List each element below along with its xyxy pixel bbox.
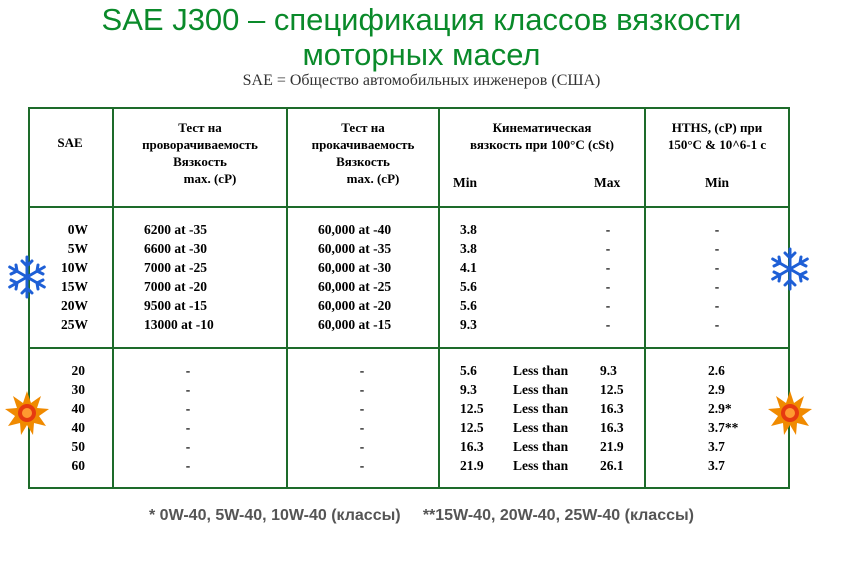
table-cell: 26.1 bbox=[600, 458, 624, 473]
header-pump: Тест на прокачиваемость Вязкость max. (cP) bbox=[311, 120, 415, 186]
header-crank: Тест на проворачиваемость Вязкость max. (cP) bbox=[142, 120, 258, 186]
table-cell: - bbox=[714, 279, 720, 294]
table-cell: 15W bbox=[61, 279, 88, 294]
page-title-line-2: моторных масел bbox=[302, 37, 541, 72]
kin-min-col-summer bbox=[460, 361, 484, 475]
table-cell: 0W bbox=[67, 222, 88, 237]
table-cell: 5W bbox=[67, 241, 88, 256]
table-cell: - bbox=[714, 241, 720, 256]
table-cell: 2.9 bbox=[708, 382, 725, 397]
table-cell: Less than bbox=[513, 363, 569, 378]
kin-max-col-winter bbox=[598, 220, 618, 334]
page-title-line-1: SAE J300 – спецификация классов вязкости bbox=[101, 2, 742, 37]
pump-col-summer bbox=[352, 361, 372, 475]
table-cell: 60,000 at -15 bbox=[318, 317, 392, 332]
table-cell: - bbox=[185, 401, 191, 416]
table-cell: - bbox=[605, 298, 611, 313]
table-cell: - bbox=[605, 279, 611, 294]
pump-col-winter bbox=[318, 220, 391, 334]
table-cell: - bbox=[714, 222, 720, 237]
table-cell: 9.3 bbox=[600, 363, 617, 378]
table-cell: 5.6 bbox=[460, 279, 477, 294]
table-cell: - bbox=[605, 317, 611, 332]
table-cell: 3.7 bbox=[708, 439, 725, 454]
page-subtitle: SAE = Общество автомобильных инженеров (США) bbox=[242, 72, 601, 89]
table-cell: Less than bbox=[513, 382, 569, 397]
table-cell: - bbox=[185, 420, 191, 435]
table-cell: 16.3 bbox=[600, 401, 624, 416]
viscosity-table bbox=[28, 107, 790, 489]
table-cell: 5.6 bbox=[460, 298, 477, 313]
header-kinematic-max: Max bbox=[594, 175, 621, 190]
table-cell: 3.7 bbox=[708, 458, 725, 473]
header-kinematic-min: Min bbox=[453, 175, 478, 190]
table-cell: 6200 at -35 bbox=[144, 222, 207, 237]
kin-max-col-summer bbox=[600, 361, 624, 475]
table-cell: 20W bbox=[61, 298, 88, 313]
table-cell: 9.3 bbox=[460, 382, 477, 397]
table-cell: 60,000 at -25 bbox=[318, 279, 392, 294]
table-cell: 21.9 bbox=[600, 439, 624, 454]
table-cell: - bbox=[359, 401, 365, 416]
table-cell: - bbox=[185, 458, 191, 473]
table-cell: - bbox=[605, 222, 611, 237]
table-cell: - bbox=[714, 317, 720, 332]
table-cell: 12.5 bbox=[460, 420, 484, 435]
table-cell: - bbox=[359, 439, 365, 454]
table-cell: 4.1 bbox=[460, 260, 477, 275]
table-cell: 2.9* bbox=[708, 401, 732, 416]
table-cell: 12.5 bbox=[600, 382, 624, 397]
sun-icon bbox=[3, 389, 51, 437]
table-cell: - bbox=[359, 363, 365, 378]
table-cell: - bbox=[359, 420, 365, 435]
table-cell: 7000 at -20 bbox=[144, 279, 207, 294]
crank-col-winter bbox=[144, 220, 214, 334]
less-than-col bbox=[513, 361, 568, 475]
table-cell: 16.3 bbox=[460, 439, 484, 454]
table-cell: 21.9 bbox=[460, 458, 484, 473]
crank-col-summer bbox=[178, 361, 198, 475]
table-cell: 10W bbox=[61, 260, 88, 275]
table-header-divider bbox=[28, 206, 790, 208]
table-cell: 13000 at -10 bbox=[144, 317, 214, 332]
table-cell: 20 bbox=[71, 363, 85, 378]
table-cell: 2.6 bbox=[708, 363, 725, 378]
table-cell: - bbox=[359, 382, 365, 397]
table-cell: 60,000 at -35 bbox=[318, 241, 392, 256]
header-sae: SAE bbox=[57, 135, 83, 150]
table-cell: 40 bbox=[71, 420, 85, 435]
table-cell: 12.5 bbox=[460, 401, 484, 416]
table-cell: - bbox=[605, 241, 611, 256]
table-cell: Less than bbox=[513, 458, 569, 473]
table-cell: 3.7** bbox=[708, 420, 739, 435]
table-cell: Less than bbox=[513, 420, 569, 435]
table-cell: - bbox=[605, 260, 611, 275]
footnote: * 0W-40, 5W-40, 10W-40 (классы) **15W-40, 20W-40, 25W-40 (классы) bbox=[149, 507, 694, 524]
table-cell: 60,000 at -30 bbox=[318, 260, 392, 275]
sun-icon bbox=[766, 389, 814, 437]
table-cell: 16.3 bbox=[600, 420, 624, 435]
table-cell: - bbox=[359, 458, 365, 473]
table-cell: Less than bbox=[513, 439, 569, 454]
table-cell: - bbox=[185, 439, 191, 454]
table-cell: 9500 at -15 bbox=[144, 298, 207, 313]
header-hths: HTHS, (cP) при 150°C & 10^6-1 с bbox=[667, 120, 767, 152]
table-cell: 40 bbox=[71, 401, 85, 416]
snowflake-icon bbox=[766, 245, 814, 293]
header-kinematic: Кинематическая вязкость при 100°C (cSt) bbox=[470, 120, 614, 152]
hths-col-summer bbox=[708, 361, 738, 475]
table-border-top bbox=[28, 107, 790, 109]
snowflake-icon bbox=[4, 254, 50, 300]
table-section-divider bbox=[28, 347, 790, 349]
table-cell: - bbox=[185, 363, 191, 378]
table-cell: 30 bbox=[71, 382, 85, 397]
table-cell: 6600 at -30 bbox=[144, 241, 207, 256]
header-hths-min: Min bbox=[704, 175, 729, 190]
table-cell: 25W bbox=[61, 317, 88, 332]
kin-min-col-winter bbox=[460, 220, 477, 334]
table-cell: 7000 at -25 bbox=[144, 260, 207, 275]
table-cell: 3.8 bbox=[460, 222, 477, 237]
table-cell: 5.6 bbox=[460, 363, 477, 378]
table-cell: 60,000 at -40 bbox=[318, 222, 392, 237]
table-col-divider bbox=[438, 107, 440, 489]
table-cell: 50 bbox=[71, 439, 85, 454]
table-cell: Less than bbox=[513, 401, 569, 416]
table-cell: - bbox=[185, 382, 191, 397]
table-cell: - bbox=[714, 260, 720, 275]
table-border-bottom bbox=[28, 487, 790, 489]
table-cell: 9.3 bbox=[460, 317, 477, 332]
table-cell: 60,000 at -20 bbox=[318, 298, 392, 313]
table-cell: - bbox=[714, 298, 720, 313]
table-cell: 3.8 bbox=[460, 241, 477, 256]
table-cell: 60 bbox=[71, 458, 85, 473]
